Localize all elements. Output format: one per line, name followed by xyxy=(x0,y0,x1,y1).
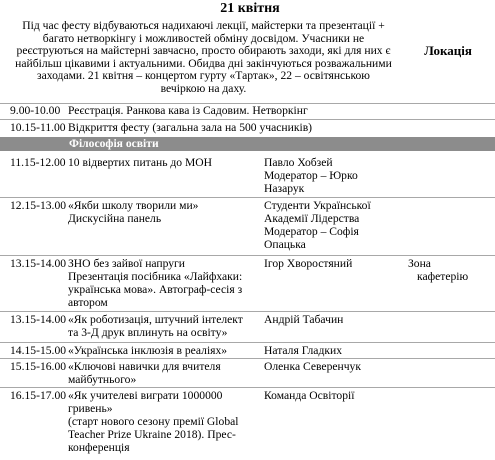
speaker-line: Академії Лідерства xyxy=(264,212,360,225)
speaker-cell xyxy=(264,199,404,251)
day-title: 21 квітня xyxy=(220,1,280,16)
row-divider xyxy=(0,387,495,388)
speaker-line: Павло Хобзей xyxy=(264,156,333,169)
title-line: автором xyxy=(68,296,108,309)
title-line: конференція xyxy=(68,441,130,454)
time-cell: 14.15-15.00 xyxy=(10,344,67,357)
speaker-line: Андрій Табачин xyxy=(264,313,344,326)
time-cell: 12.15-13.00 xyxy=(10,199,67,212)
speaker-line: Модератор – Юрко xyxy=(264,169,358,182)
speaker-line: Назарук xyxy=(264,182,305,195)
intro-line: найбільш цікавими і актуальними. Обидва дні закінчуються розважальними xyxy=(15,56,392,70)
location-column-header: Локація xyxy=(424,43,472,58)
time-cell: 9.00-10.00 xyxy=(10,104,61,117)
intro-line: Під час фесту відбуваються надихаючі лекції, майстерки та презентації + xyxy=(22,19,385,32)
title-line: «Українська інклюзія в реаліях» xyxy=(68,344,228,357)
time-cell: 11.15-12.00 xyxy=(10,156,66,169)
time-cell: 16.15-17.00 xyxy=(10,389,67,402)
location-cell xyxy=(408,257,488,283)
title-line: (старт нового сезону премії Global xyxy=(68,415,239,428)
session-title xyxy=(68,344,258,357)
speaker-line: Ігор Хворостяний xyxy=(264,257,353,270)
intro-line: заходами. 21 квітня – концертом гурту «Тартак», 22 – освітянською xyxy=(37,69,370,83)
event-text: Відкриття фесту (загальна зала на 500 учасників) xyxy=(68,121,313,134)
session-title xyxy=(68,156,258,169)
time-cell: 13.15-14.00 xyxy=(10,257,67,270)
title-line: ЗНО без зайвої напруги xyxy=(68,257,186,270)
intro-line: реєструються на майстерні завчасно, просто обирають заходи, які для них є xyxy=(16,44,391,58)
title-line: гривень» xyxy=(68,402,113,415)
time-cell: 13.15-14.00 xyxy=(10,313,67,326)
title-line: Дискусійна панель xyxy=(68,212,162,225)
title-line: «Ключові навички для вчителя xyxy=(68,360,221,373)
speaker-line: Оленка Северенчук xyxy=(264,360,361,373)
speaker-line: Команда Освіторії xyxy=(264,389,355,402)
title-line: Презентація посібника «Лайфхаки: xyxy=(68,270,243,283)
speaker-cell xyxy=(264,156,404,195)
session-title xyxy=(68,257,258,309)
speaker-line: Опацька xyxy=(264,238,306,251)
title-line: Teacher Prize Ukraine 2018). Прес- xyxy=(68,428,236,441)
title-line: майбутнього» xyxy=(68,373,137,386)
title-line: «Якби школу творили ми» xyxy=(68,199,199,212)
session-title xyxy=(68,199,258,225)
speaker-line: Наталя Гладких xyxy=(264,344,342,357)
row-divider xyxy=(0,342,495,343)
section-header-bar xyxy=(0,137,495,151)
speaker-cell xyxy=(264,257,404,270)
intro-line: вечіркою на даху. xyxy=(160,81,247,95)
section-title: Філософія освіти xyxy=(69,137,159,150)
speaker-line: Студенти Української xyxy=(264,199,371,212)
event-text: Реєстрація. Ранкова кава із Садовим. Нетворкінг xyxy=(68,104,308,117)
title-line: «Як роботизація, штучний інтелект xyxy=(68,313,243,326)
title-line: «Як учителеві виграти 1000000 xyxy=(68,389,223,402)
location-line: кафетерію xyxy=(417,270,469,283)
title-line: українська мова». Автограф-сесія з xyxy=(68,283,243,296)
row-divider xyxy=(0,119,495,120)
session-title xyxy=(68,313,258,339)
title-line: 10 відвертих питань до МОН xyxy=(68,156,213,169)
title-line: та 3-Д друк вплинуть на освіту» xyxy=(68,326,228,339)
time-cell: 10.15-11.00 xyxy=(10,121,66,134)
speaker-cell xyxy=(264,360,404,373)
row-divider xyxy=(0,358,495,359)
time-cell: 15.15-16.00 xyxy=(10,360,67,373)
speaker-cell xyxy=(264,389,404,402)
session-title xyxy=(68,360,258,386)
intro-line: багато нетворкінгу і можливостей обміну досвідом. Учасники не xyxy=(42,31,365,45)
location-line: Зона xyxy=(408,257,431,270)
speaker-cell xyxy=(264,313,404,326)
intro-paragraph xyxy=(6,20,401,96)
speaker-cell xyxy=(264,344,404,357)
row-divider xyxy=(0,197,495,198)
session-title xyxy=(68,389,258,454)
row-divider xyxy=(0,255,495,256)
speaker-line: Модератор – Софія xyxy=(264,225,359,238)
row-divider xyxy=(0,311,495,312)
